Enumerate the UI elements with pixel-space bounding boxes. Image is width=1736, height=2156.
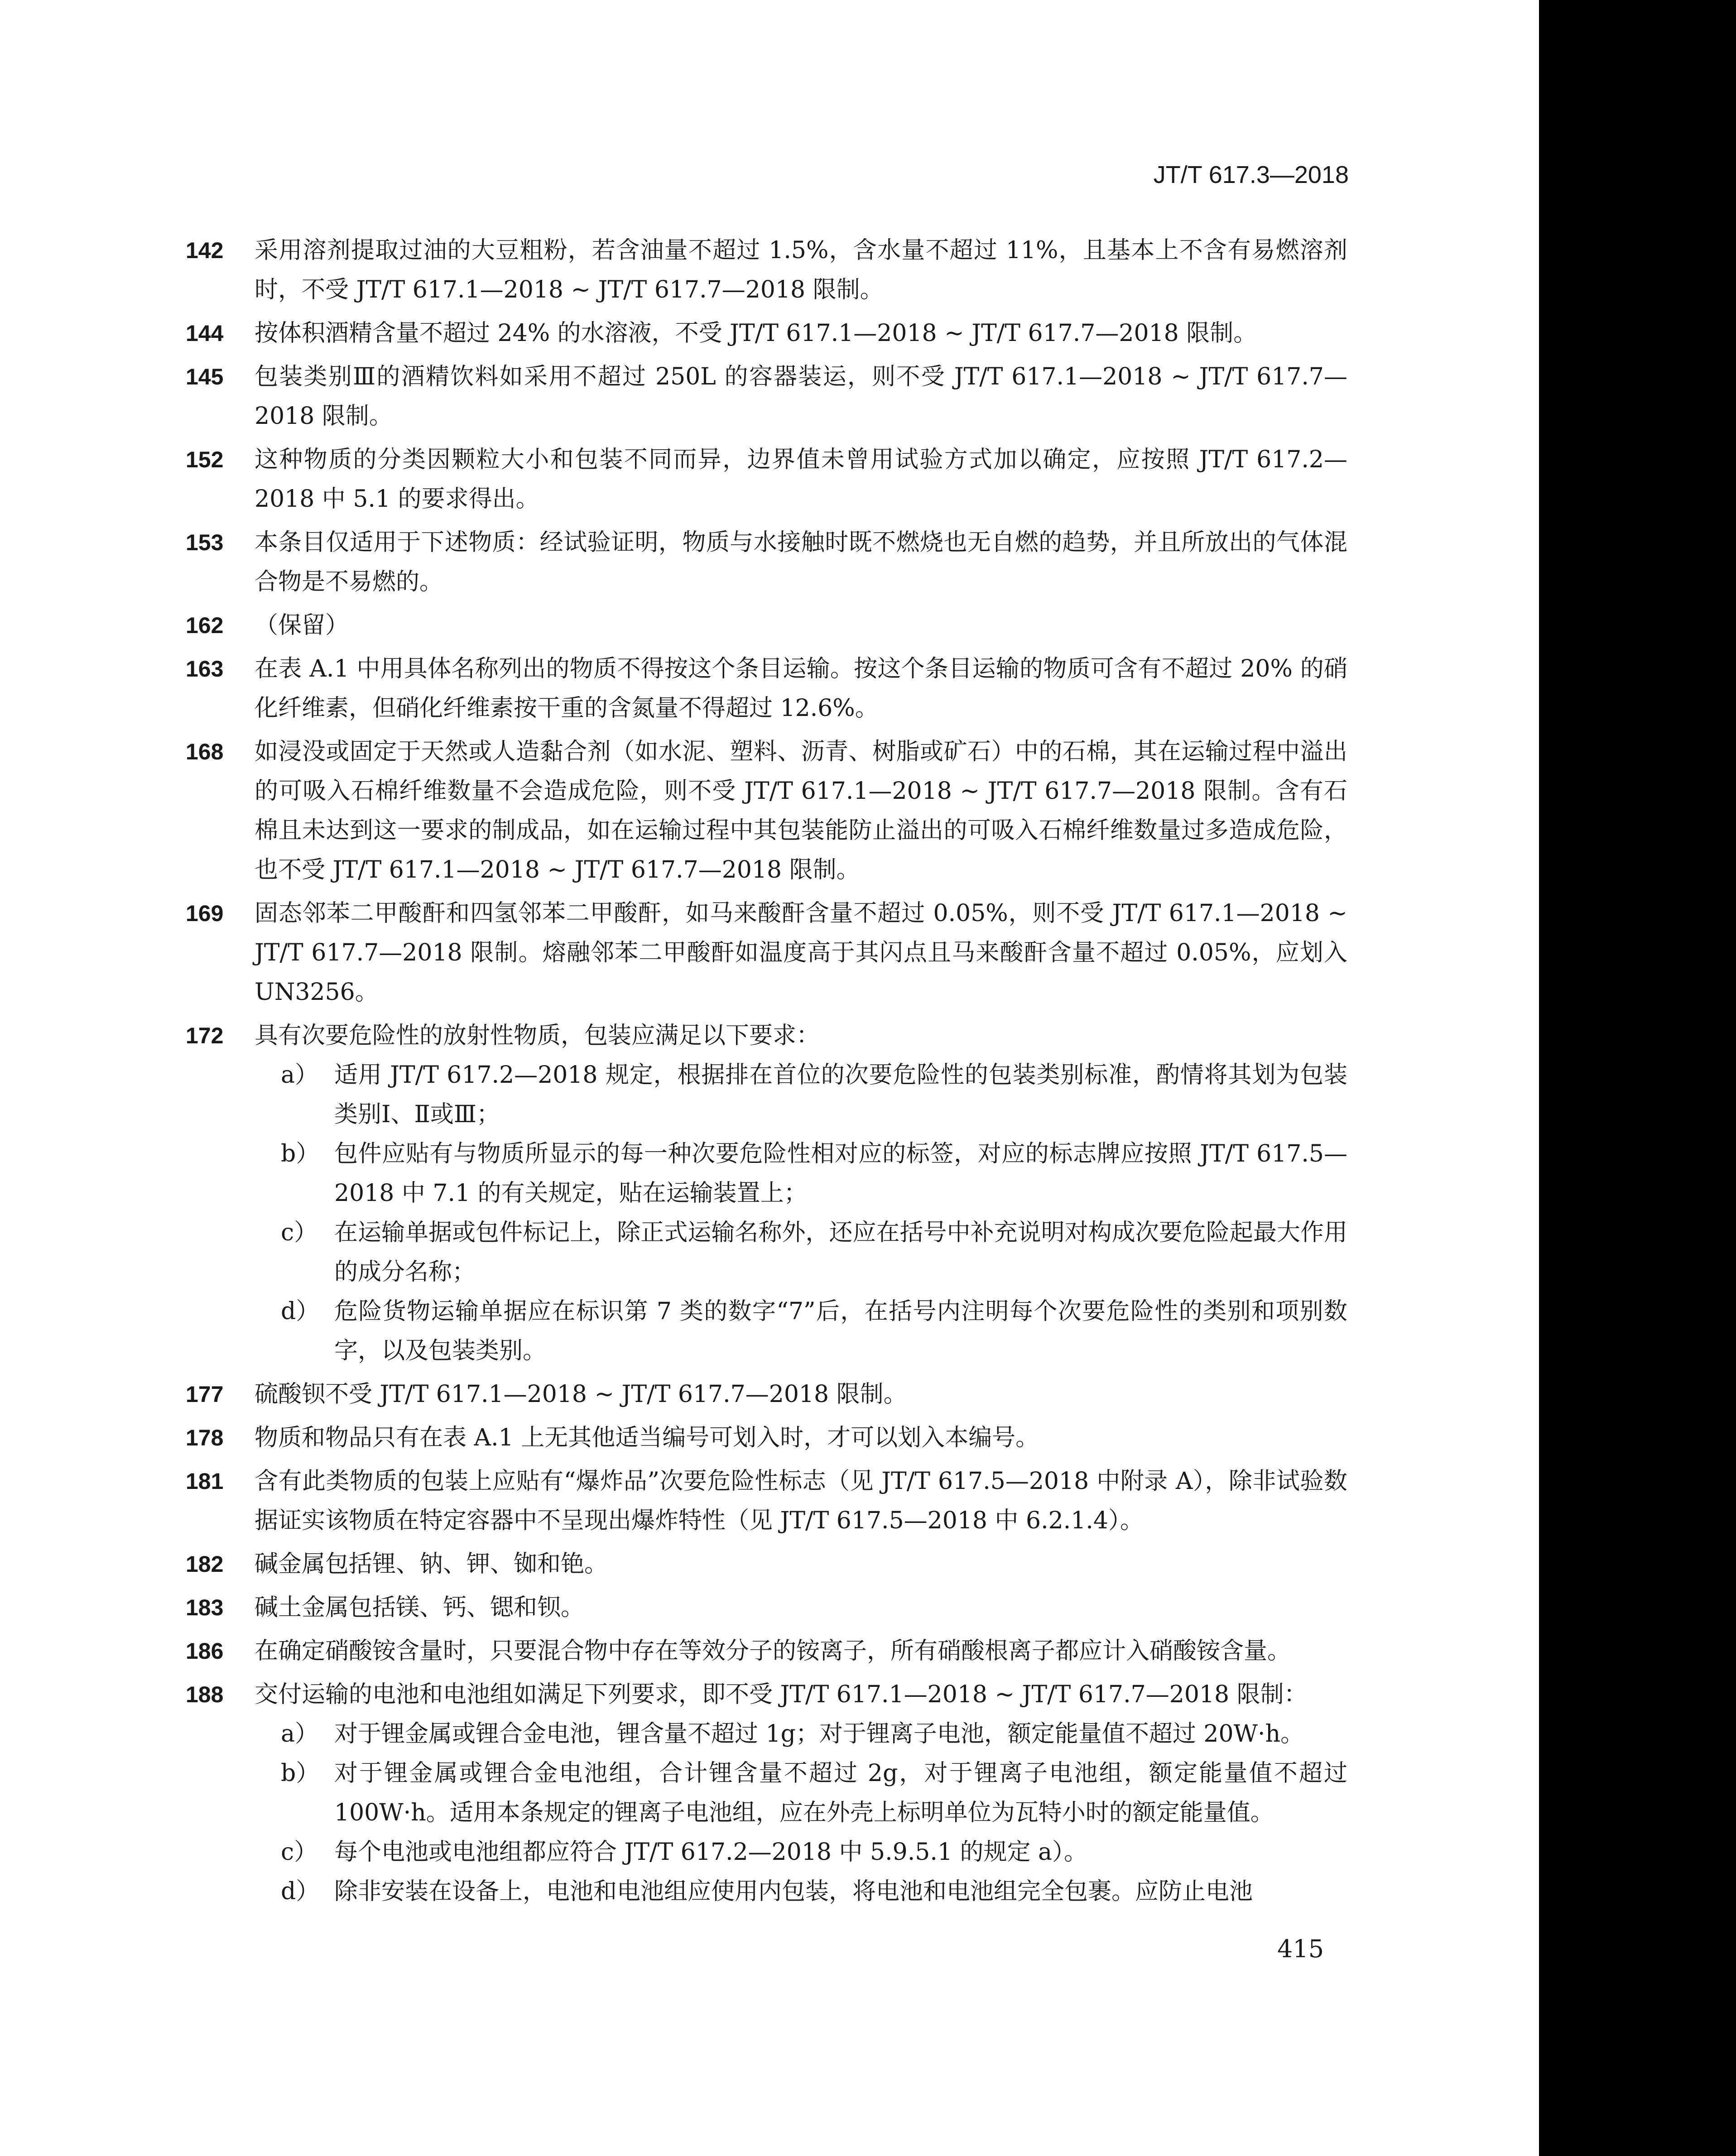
provision-entry (186, 1462, 1347, 1541)
provision-subitem (186, 1213, 1347, 1292)
provision-number: 144 (186, 321, 224, 346)
provision-text: 采用溶剂提取过油的大豆粗粉，若含油量不超过 1.5%，含水量不超过 11%，且基本上不含有易燃溶剂时，不受 JT/T 617.1—2018 ~ JT/T 617.7—2018 限制。 (255, 237, 1347, 303)
subitem-label: b） (281, 1760, 320, 1787)
provision-entry (186, 440, 1347, 519)
provision-entry (186, 231, 1347, 310)
subitem-label: b） (281, 1140, 320, 1167)
subitem-label: d） (281, 1878, 320, 1905)
provision-subitem (186, 1872, 1347, 1911)
provision-number: 186 (186, 1638, 224, 1664)
subitem-text: 对于锂金属或锂合金电池组，合计锂含量不超过 2g，对于锂离子电池组，额定能量值不超过 100W·h。适用本条规定的锂离子电池组，应在外壳上标明单位为瓦特小时的额定能量值。 (334, 1760, 1347, 1826)
provision-entry (186, 894, 1347, 1012)
subitem-label: d） (281, 1298, 320, 1325)
provision-number: 145 (186, 364, 224, 389)
provision-number: 153 (186, 530, 224, 555)
special-provisions-list (186, 231, 1347, 1916)
provision-entry (186, 314, 1347, 353)
provision-entry (186, 1545, 1347, 1584)
provision-text: 碱金属包括锂、钠、钾、铷和铯。 (255, 1551, 608, 1578)
provision-number: 162 (186, 613, 224, 638)
provision-entry (186, 1375, 1347, 1414)
provision-text: 硫酸钡不受 JT/T 617.1—2018 ~ JT/T 617.7—2018 限制。 (255, 1381, 907, 1408)
provision-entry (186, 1632, 1347, 1671)
provision-number: 183 (186, 1595, 224, 1620)
page-header-standard: JT/T 617.3—2018 (1153, 161, 1349, 188)
subitem-text: 适用 JT/T 617.2—2018 规定，根据排在首位的次要危险性的包装类别标准，酌情将其划为包装类别Ⅰ、Ⅱ或Ⅲ； (334, 1061, 1347, 1128)
provision-entry (186, 1588, 1347, 1628)
subitem-label: c） (281, 1219, 318, 1246)
provision-entry (186, 606, 1347, 645)
provision-entry (186, 649, 1347, 728)
provision-text: 碱土金属包括镁、钙、锶和钡。 (255, 1594, 585, 1621)
scan-edge-bar (1539, 0, 1736, 2156)
subitem-label: c） (281, 1839, 318, 1866)
provision-entry (186, 732, 1347, 890)
provision-number: 152 (186, 447, 224, 472)
provision-number: 172 (186, 1023, 224, 1048)
provision-number: 181 (186, 1469, 224, 1494)
provision-text: 本条目仅适用于下述物质：经试验证明，物质与水接触时既不燃烧也无自燃的趋势，并且所放出的气体混合物是不易燃的。 (255, 529, 1347, 595)
subitem-text: 每个电池或电池组都应符合 JT/T 617.2—2018 中 5.9.5.1 的规定 a）。 (334, 1839, 1088, 1866)
subitem-text: 除非安装在设备上，电池和电池组应使用内包装，将电池和电池组完全包裹。应防止电池 (334, 1878, 1253, 1905)
subitem-label: a） (281, 1720, 319, 1748)
provision-text: 在确定硝酸铵含量时，只要混合物中存在等效分子的铵离子，所有硝酸根离子都应计入硝酸铵含量。 (255, 1637, 1291, 1665)
provision-text: 交付运输的电池和电池组如满足下列要求，即不受 JT/T 617.1—2018 ~ JT/T 617.7—2018 限制： (255, 1681, 1308, 1708)
provision-text: 具有次要危险性的放射性物质，包装应满足以下要求： (255, 1022, 820, 1049)
subitem-text: 在运输单据或包件标记上，除正式运输名称外，还应在括号中补充说明对构成次要危险起最大作用的成分名称； (334, 1219, 1347, 1286)
provision-text: 如浸没或固定于天然或人造黏合剂（如水泥、塑料、沥青、树脂或矿石）中的石棉，其在运输过程中溢出的可吸入石棉纤维数量不会造成危险，则不受 JT/T 617.1—2018 ~ JT/T 617.7—2018 限制。含有石棉且未达到这一要求的制成品，如在运输过程中其包装能防止溢出的可吸入石棉纤维数量过多造成危险，也不受 JT/T 617.1—2018 ~ JT/T 617.7—2018 限制。 (255, 738, 1347, 884)
provision-number: 142 (186, 238, 224, 263)
provision-subitem (186, 1056, 1347, 1134)
provision-number: 163 (186, 656, 224, 682)
provision-entry (186, 1418, 1347, 1458)
provision-entry (186, 1016, 1347, 1371)
provision-text: 按体积酒精含量不超过 24% 的水溶液，不受 JT/T 617.1—2018 ~ JT/T 617.7—2018 限制。 (255, 320, 1257, 347)
subitem-label: a） (281, 1061, 319, 1089)
provision-text: 在表 A.1 中用具体名称列出的物质不得按这个条目运输。按这个条目运输的物质可含有不超过 20% 的硝化纤维素，但硝化纤维素按干重的含氮量不得超过 12.6%。 (255, 655, 1347, 722)
provision-entry (186, 357, 1347, 436)
provision-subitem (186, 1134, 1347, 1213)
provision-number: 168 (186, 739, 224, 764)
provision-text: 固态邻苯二甲酸酐和四氢邻苯二甲酸酐，如马来酸酐含量不超过 0.05%，则不受 JT/T 617.1—2018 ~ JT/T 617.7—2018 限制。熔融邻苯二甲酸酐如温度高于其闪点且马来酸酐含量不超过 0.05%，应划入 UN3256。 (255, 900, 1347, 1006)
provision-text: 含有此类物质的包装上应贴有“爆炸品”次要危险性标志（见 JT/T 617.5—2018 中附录 A），除非试验数据证实该物质在特定容器中不呈现出爆炸特性（见 JT/T 617.5—2018 中 6.2.1.4）。 (255, 1468, 1347, 1534)
provision-text: （保留） (255, 612, 349, 639)
provision-subitem (186, 1754, 1347, 1833)
provision-text: 包装类别Ⅲ的酒精饮料如采用不超过 250L 的容器装运，则不受 JT/T 617.1—2018 ~ JT/T 617.7—2018 限制。 (255, 363, 1347, 430)
page-number: 415 (1277, 1935, 1324, 1963)
subitem-text: 包件应贴有与物质所显示的每一种次要危险性相对应的标签，对应的标志牌应按照 JT/T 617.5—2018 中 7.1 的有关规定，贴在运输装置上； (334, 1140, 1347, 1207)
provision-entry (186, 1675, 1347, 1911)
subitem-text: 对于锂金属或锂合金电池，锂含量不超过 1g；对于锂离子电池，额定能量值不超过 20W·h。 (334, 1720, 1304, 1748)
provision-subitem (186, 1292, 1347, 1371)
provision-number: 177 (186, 1382, 224, 1407)
provision-number: 178 (186, 1425, 224, 1450)
provision-text: 物质和物品只有在表 A.1 上无其他适当编号可划入时，才可以划入本编号。 (255, 1424, 1039, 1451)
provision-number: 188 (186, 1682, 224, 1707)
subitem-text: 危险货物运输单据应在标识第 7 类的数字“7”后，在括号内注明每个次要危险性的类别和项别数字，以及包装类别。 (334, 1298, 1347, 1364)
provision-number: 182 (186, 1551, 224, 1577)
provision-number: 169 (186, 901, 224, 926)
provision-subitem (186, 1714, 1347, 1754)
provision-text: 这种物质的分类因颗粒大小和包装不同而异，边界值未曾用试验方式加以确定，应按照 JT/T 617.2—2018 中 5.1 的要求得出。 (255, 446, 1347, 513)
provision-entry (186, 523, 1347, 602)
provision-subitem (186, 1833, 1347, 1872)
